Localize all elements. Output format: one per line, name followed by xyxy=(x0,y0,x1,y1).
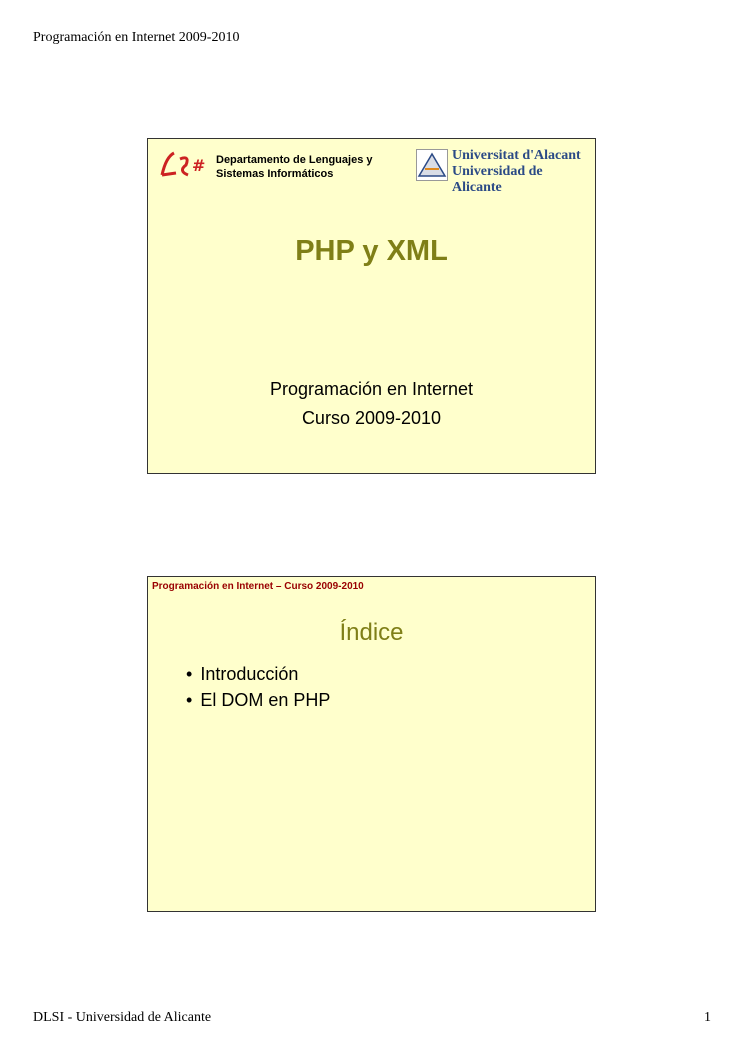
list-item: • Introducción xyxy=(186,661,330,687)
title-slide xyxy=(147,138,596,474)
slide-subtitle xyxy=(148,375,595,433)
list-item: • El DOM en PHP xyxy=(186,687,330,713)
svg-text:#: # xyxy=(192,156,206,175)
dlsi-logo-icon xyxy=(158,149,210,181)
page-footer: DLSI - Universidad de Alicante xyxy=(33,1010,212,1025)
university-name-spanish: Universidad de Alicante xyxy=(452,164,543,195)
slide-title: PHP y XML xyxy=(295,235,448,267)
page-header: Programación en Internet 2009-2010 xyxy=(33,30,240,45)
department-line-1: Departamento de Lenguajes y xyxy=(216,154,373,166)
slide-header: Programación en Internet – Curso 2009-2010 xyxy=(152,581,364,592)
department-name xyxy=(216,153,373,181)
course-name: Programación en Internet xyxy=(269,379,474,399)
university-name-valencian: Universitat d'Alacant xyxy=(452,148,581,163)
page-number: 1 xyxy=(704,1010,711,1025)
university-name xyxy=(452,148,595,196)
index-slide xyxy=(147,576,596,912)
course-year: Curso 2009-2010 xyxy=(301,408,442,428)
department-line-2: Sistemas Informáticos xyxy=(216,168,334,180)
index-title: Índice xyxy=(339,619,404,646)
university-logo-icon xyxy=(416,149,448,181)
index-list xyxy=(186,661,330,713)
